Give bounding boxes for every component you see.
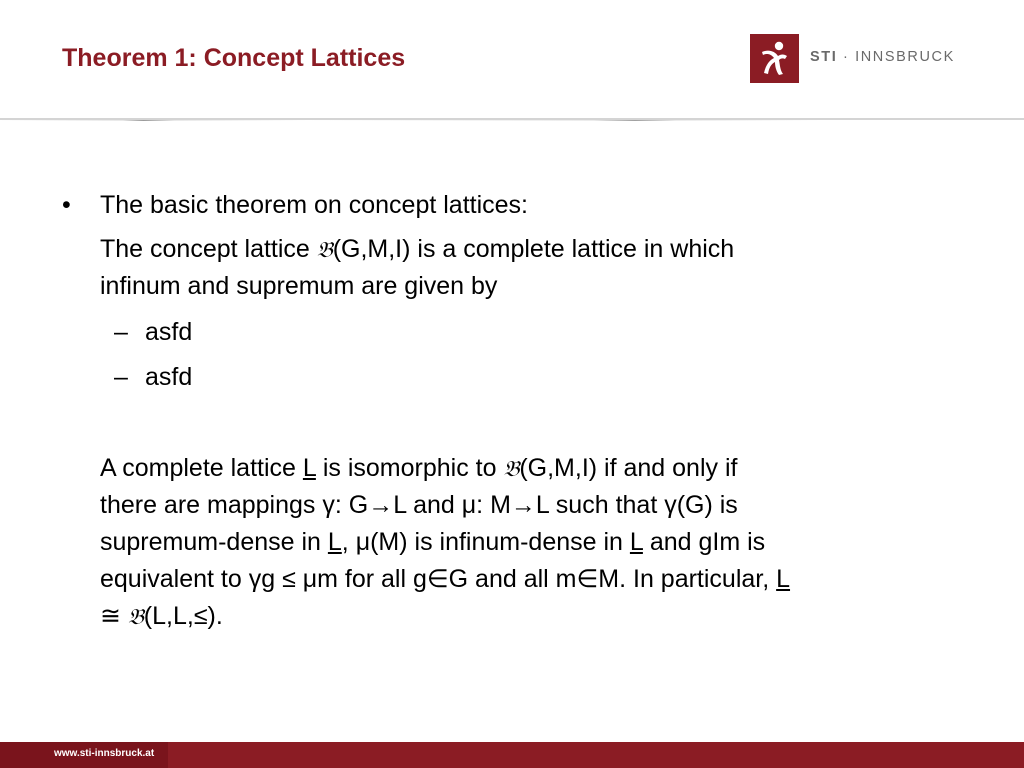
- sub-item-1: [145, 314, 192, 351]
- lattice-symbol: L: [629, 528, 643, 556]
- text-segment: , μ(M) is infinum-dense in: [341, 528, 630, 556]
- paragraph-line-2: [100, 487, 738, 524]
- logo-name: INNSBRUCK: [855, 49, 955, 65]
- text-segment: (L,L,≤).: [143, 602, 223, 630]
- lattice-symbol: L: [327, 528, 342, 556]
- text-segment: is isomorphic to: [315, 454, 504, 482]
- footer-url-link[interactable]: www.sti-innsbruck.at: [54, 748, 155, 759]
- text-segment: The concept lattice: [100, 235, 317, 263]
- script-b-symbol: 𝔅: [503, 457, 520, 482]
- sti-figure-icon: [750, 34, 799, 83]
- sub-item-2: [145, 359, 192, 396]
- text-line: asfd: [145, 363, 193, 391]
- paragraph-line-4: [100, 561, 790, 598]
- theorem-line-1: [100, 231, 734, 269]
- text-segment: (G,M,I) is a complete lattice in which: [332, 235, 735, 263]
- logo-separator: ·: [843, 49, 850, 65]
- sub-bullet-dash: –: [114, 318, 128, 346]
- paragraph-line-3: [100, 524, 765, 561]
- footer-bar: [0, 742, 1024, 768]
- lattice-symbol: L: [776, 565, 791, 593]
- text-line: asfd: [145, 318, 193, 346]
- paragraph-line-5: [100, 598, 223, 636]
- lattice-symbol: L: [302, 454, 316, 482]
- logo-wordmark: [810, 49, 955, 65]
- text-segment: supremum-dense in: [100, 528, 328, 556]
- text-line: infinum and supremum are given by: [100, 272, 498, 300]
- paragraph-line-1: [100, 450, 737, 488]
- text-line: there are mappings γ: G→L and μ: M→L such that γ(G) is: [100, 491, 738, 519]
- text-segment: A complete lattice: [100, 454, 303, 482]
- bullet-heading: [100, 187, 528, 224]
- text-line: The basic theorem on concept lattices:: [100, 191, 529, 219]
- header-divider-shadow: [0, 120, 1024, 121]
- text-segment: equivalent to γg ≤ μm for all g∈G and all m∈M. In particular,: [100, 565, 777, 593]
- text-segment: ≅: [100, 602, 128, 630]
- sub-bullet-dash: –: [114, 363, 128, 391]
- bullet-marker: •: [62, 191, 71, 219]
- logo-brand: STI: [810, 49, 838, 65]
- script-b-symbol: 𝔅: [316, 238, 333, 263]
- text-segment: (G,M,I) if and only if: [519, 454, 738, 482]
- theorem-line-2: [100, 268, 497, 305]
- script-b-symbol: 𝔅: [127, 605, 144, 630]
- text-segment: and gIm is: [642, 528, 766, 556]
- page-title: Theorem 1: Concept Lattices: [62, 44, 406, 72]
